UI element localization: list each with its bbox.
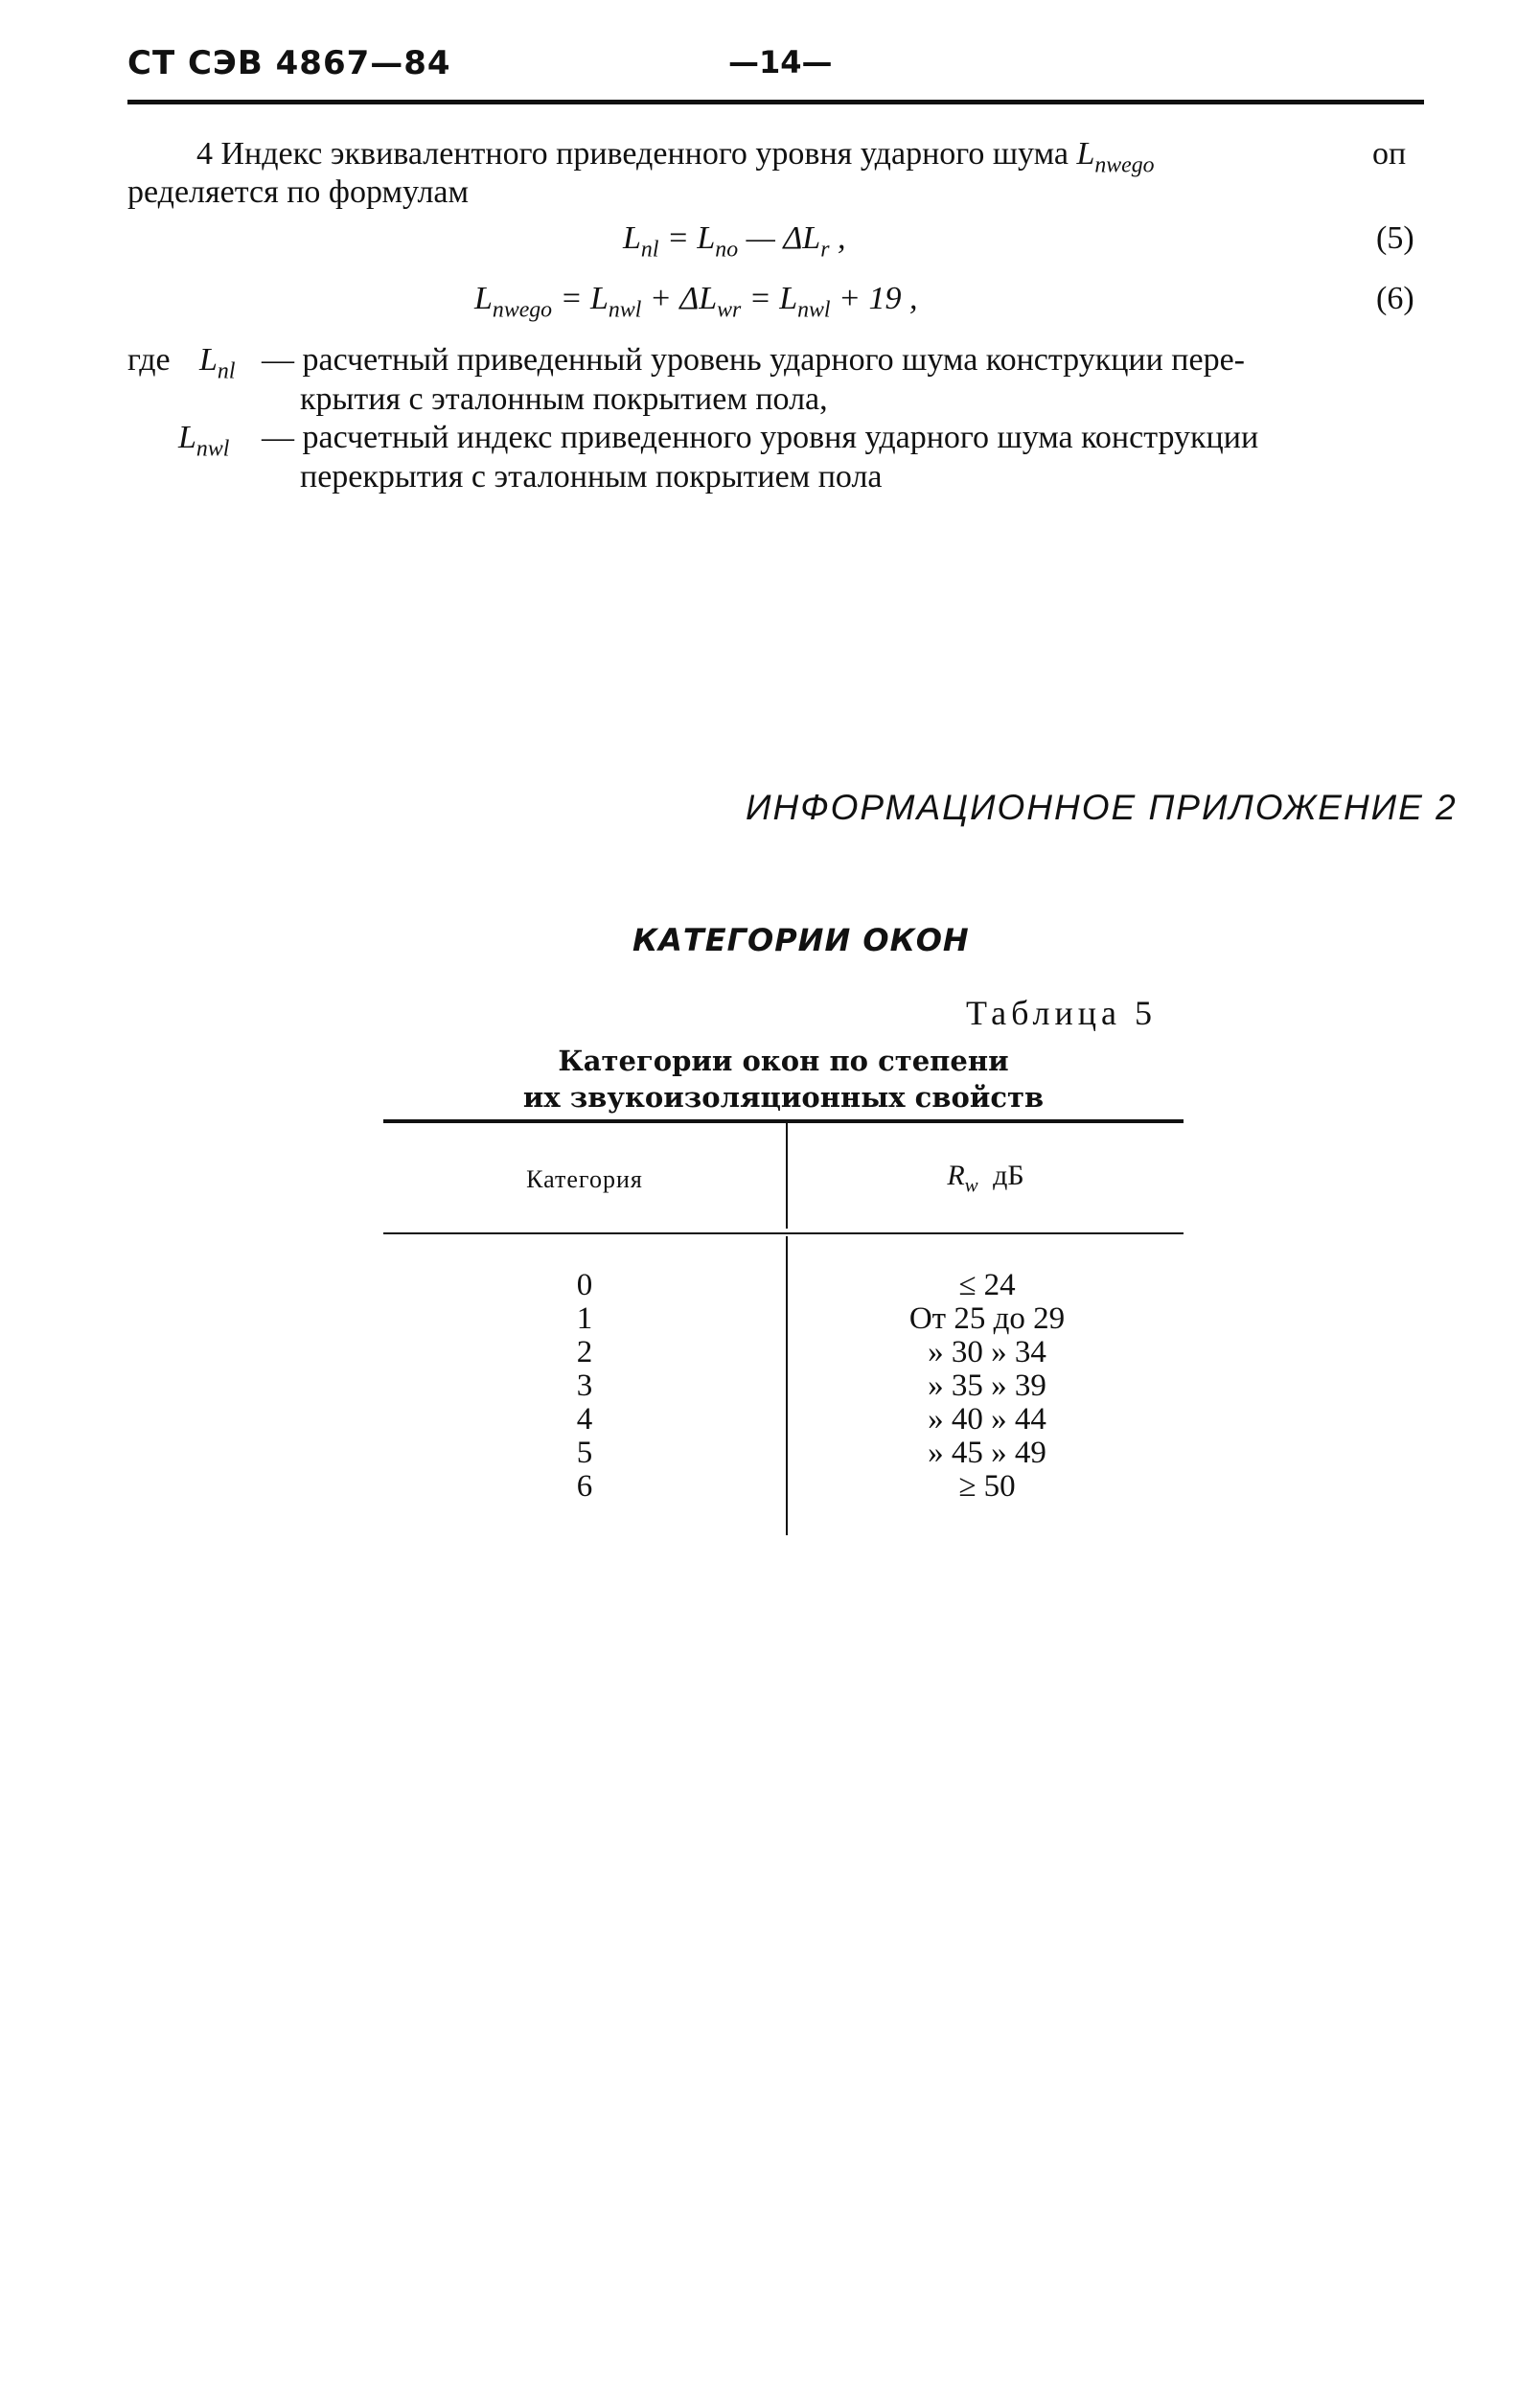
rw-unit: дБ	[993, 1160, 1024, 1191]
category-cell: 0	[576, 1268, 593, 1302]
table-caption	[383, 1043, 1184, 1116]
lnl-symbol: $L_{nl}$	[199, 342, 236, 384]
table-label: Таблица 5	[966, 994, 1157, 1032]
paragraph-line-2: ределяется по формулам	[127, 174, 470, 210]
page-number: —14—	[728, 44, 833, 80]
formula-5-number: (5)	[1376, 220, 1414, 256]
lnwego-symbol: $L_{nwego}$	[1076, 136, 1155, 178]
header-rule	[127, 100, 1424, 104]
lnwl-symbol: $L_{nwl}$	[178, 420, 230, 462]
category-cell: 2	[576, 1335, 593, 1369]
rw-symbol: $R_w$	[947, 1160, 978, 1197]
formula-6: $L_{nwego} = L_{nwl} + \Delta L_{wr} = L_{nwl} + 19$ ,	[474, 281, 918, 323]
formula-6-number: (6)	[1376, 281, 1414, 316]
section-title: КАТЕГОРИИ ОКОН	[632, 922, 970, 958]
category-cell: 5	[576, 1436, 593, 1470]
rw-cell: » 40 » 44	[928, 1402, 1046, 1437]
rw-cell: » 45 » 49	[928, 1436, 1046, 1470]
paragraph-text: 4 Индекс эквивалентного приведенного уровня ударного шума	[196, 136, 1069, 172]
column-header-category: Категория	[526, 1165, 643, 1193]
definition-2-line-1: — расчетный индекс приведенного уровня ударного шума конструкции	[262, 420, 1259, 455]
standard-designation: СТ СЭВ 4867—84	[127, 44, 451, 82]
caption-line-1: Категории окон по степени	[558, 1045, 1009, 1077]
paragraph-line-1-end: оп	[1372, 136, 1407, 172]
rw-cell: От 25 до 29	[908, 1301, 1066, 1336]
caption-line-2: их звукоизоляционных свойств	[522, 1081, 1045, 1114]
rw-cell: ≥ 50	[958, 1469, 1016, 1504]
definition-intro: где	[127, 342, 171, 378]
appendix-title: ИНФОРМАЦИОННОЕ ПРИЛОЖЕНИЕ 2	[746, 788, 1458, 827]
category-cell: 4	[576, 1402, 593, 1437]
formula-5: $L_{nl} = L_{no}$ — $\Delta L_r$ ,	[623, 220, 846, 263]
category-cell: 6	[576, 1469, 593, 1504]
definition-2-line-2: перекрытия с эталонным покрытием пола	[300, 459, 883, 494]
table-body-divider	[786, 1236, 788, 1535]
rw-cell: » 35 » 39	[928, 1368, 1046, 1403]
column-header-rw	[788, 1160, 1184, 1197]
paragraph-line-1	[196, 136, 1155, 178]
rw-cell: » 30 » 34	[928, 1335, 1046, 1369]
category-column	[383, 1269, 786, 1504]
table-top-rule	[383, 1119, 1184, 1123]
definition-1-line-1: — расчетный приведенный уровень ударного шума конструкции пере-	[262, 342, 1245, 378]
definition-1-line-2: крытия с эталонным покрытием пола,	[300, 381, 828, 417]
category-cell: 1	[576, 1301, 593, 1336]
rw-column	[824, 1269, 1150, 1504]
category-cell: 3	[576, 1368, 593, 1403]
rw-cell: ≤ 24	[958, 1268, 1016, 1302]
table-header-rule	[383, 1232, 1184, 1234]
